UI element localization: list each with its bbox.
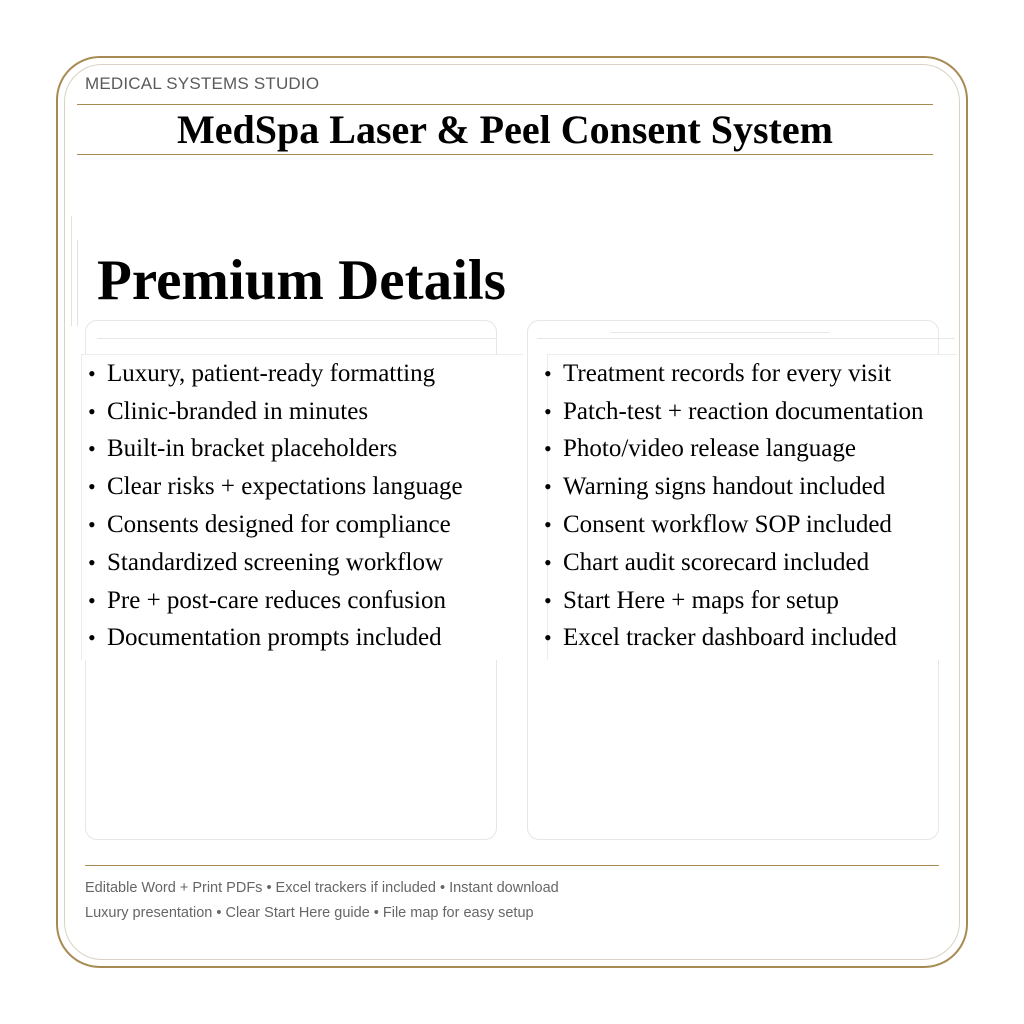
bullet-dot: •: [88, 625, 96, 651]
list-item-text: Warning signs handout included: [563, 473, 886, 501]
faint-divider: [537, 338, 955, 339]
bullet-dot: •: [88, 587, 96, 613]
studio-label: MEDICAL SYSTEMS STUDIO: [85, 74, 320, 93]
bullet-dot: •: [544, 474, 552, 500]
list-item: [82, 393, 523, 431]
footer-line-2: Luxury presentation • Clear Start Here guide • File map for easy setup: [85, 905, 534, 921]
list-item: [82, 355, 523, 393]
bullet-dot: •: [544, 360, 552, 386]
list-item-text: Patch-test + reaction documentation: [563, 397, 924, 425]
faint-divider: [610, 332, 830, 333]
bullet-dot: •: [544, 398, 552, 424]
list-item: [544, 620, 957, 658]
faint-divider: [97, 338, 497, 339]
list-item-text: Consents designed for compliance: [107, 511, 451, 539]
footer-rule: [85, 865, 939, 866]
list-item-text: Photo/video release language: [563, 435, 856, 463]
list-item: [544, 506, 957, 544]
bullet-dot: •: [544, 549, 552, 575]
list-item-text: Clinic-branded in minutes: [107, 397, 369, 425]
list-item-text: Luxury, patient-ready formatting: [107, 359, 436, 387]
list-item-text: Excel tracker dashboard included: [563, 624, 897, 652]
header-bottom-rule: [77, 154, 933, 155]
faint-divider: [71, 216, 72, 326]
right-feature-list: [544, 354, 957, 660]
list-item-text: Start Here + maps for setup: [563, 586, 839, 614]
list-item-text: Standardized screening workflow: [107, 548, 443, 576]
bullet-dot: •: [88, 436, 96, 462]
list-item-text: Pre + post-care reduces confusion: [107, 586, 446, 614]
bullet-dot: •: [544, 436, 552, 462]
bullet-dot: •: [544, 625, 552, 651]
list-item: [82, 582, 523, 620]
list-item: [544, 393, 957, 431]
list-item: [82, 506, 523, 544]
bullet-dot: •: [544, 587, 552, 613]
list-item: [82, 468, 523, 506]
list-item: [82, 620, 523, 658]
footer-line-1: Editable Word + Print PDFs • Excel trackers if included • Instant download: [85, 880, 559, 896]
faint-divider: [77, 240, 78, 326]
list-item-text: Clear risks + expectations language: [107, 473, 463, 501]
list-item: [544, 582, 957, 620]
list-item: [82, 544, 523, 582]
bullet-dot: •: [544, 512, 552, 538]
bullet-dot: •: [88, 474, 96, 500]
list-item: [82, 431, 523, 469]
section-title: Premium Details: [97, 249, 506, 312]
list-item-text: Treatment records for every visit: [563, 359, 892, 387]
list-item: [544, 355, 957, 393]
list-item: [544, 431, 957, 469]
bullet-dot: •: [88, 549, 96, 575]
bullet-dot: •: [88, 360, 96, 386]
list-item-text: Built-in bracket placeholders: [107, 435, 398, 463]
bullet-dot: •: [88, 512, 96, 538]
bullet-dot: •: [88, 398, 96, 424]
list-item-text: Consent workflow SOP included: [563, 511, 892, 539]
list-item: [544, 544, 957, 582]
list-item-text: Chart audit scorecard included: [563, 548, 870, 576]
list-item-text: Documentation prompts included: [107, 624, 442, 652]
page-title: MedSpa Laser & Peel Consent System: [177, 106, 833, 152]
list-item: [544, 468, 957, 506]
left-feature-list: [81, 354, 523, 660]
